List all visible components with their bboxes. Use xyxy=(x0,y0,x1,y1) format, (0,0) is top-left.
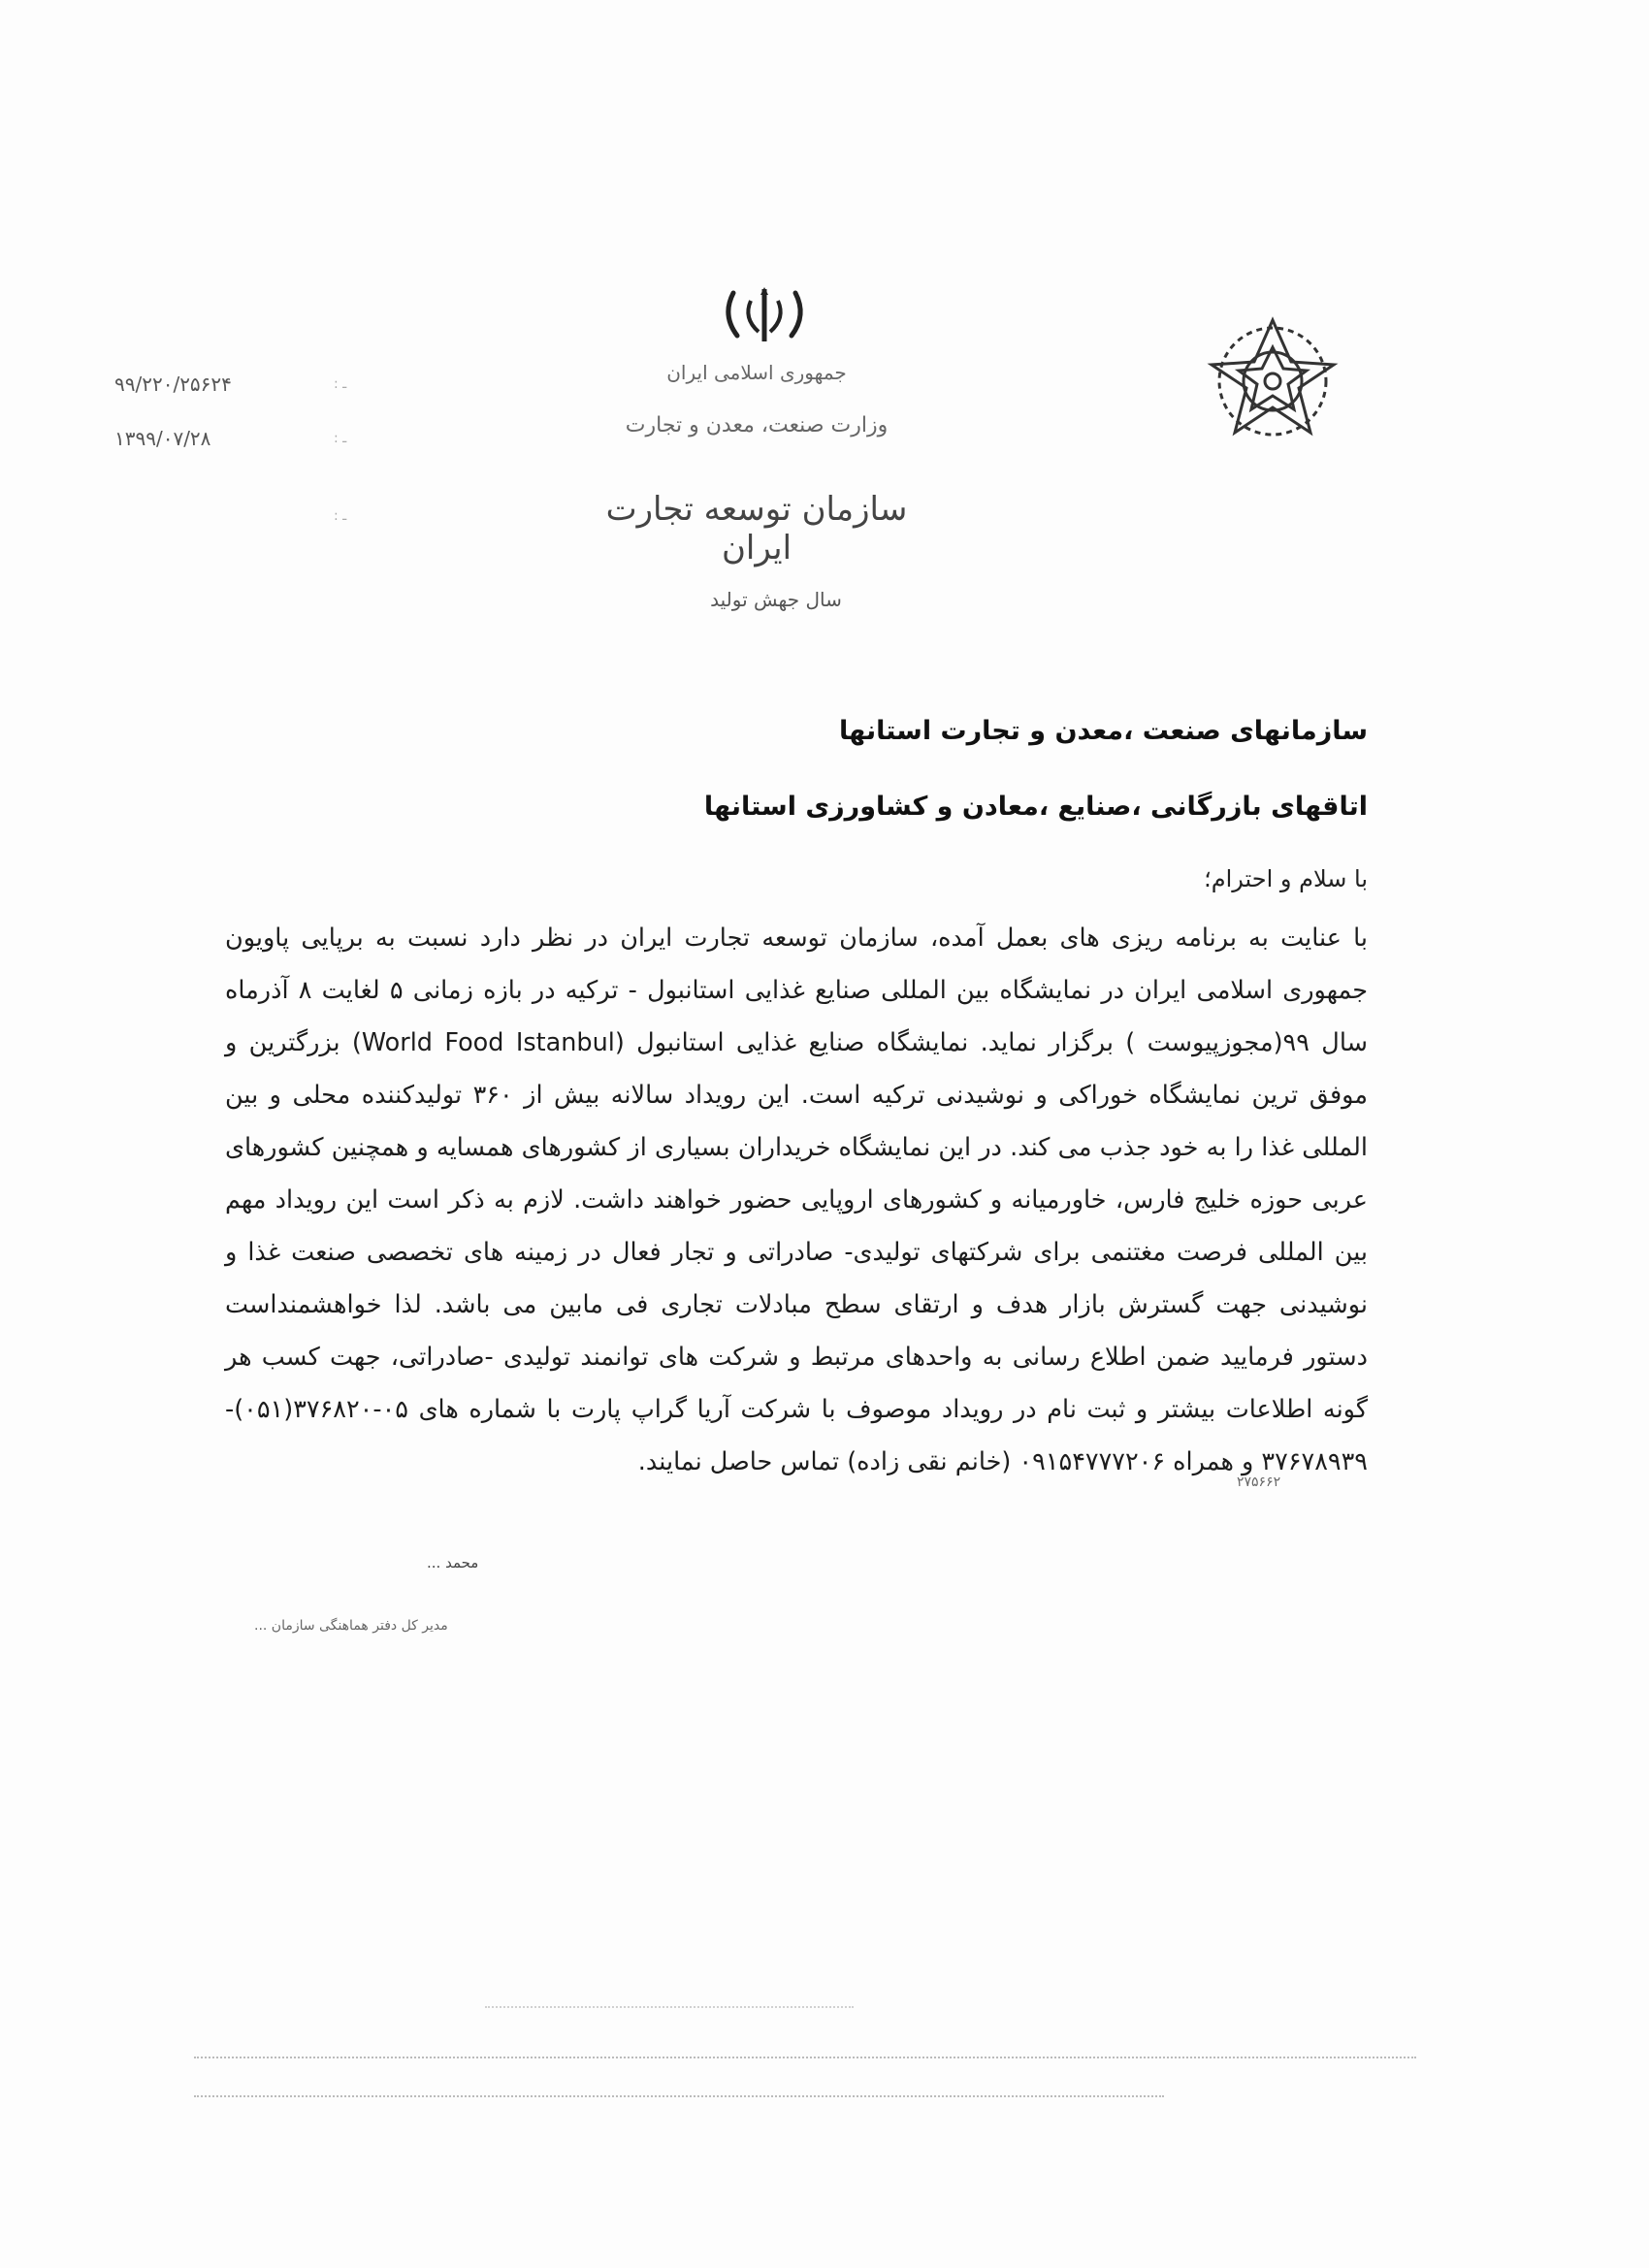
date-label-mark: : ـ xyxy=(334,431,347,446)
letter-date: ۱۳۹۹/۰۷/۲۸ xyxy=(114,427,211,450)
organization-logo-icon xyxy=(1198,308,1348,454)
national-emblem-icon xyxy=(716,281,813,349)
salutation: با سلام و احترام؛ xyxy=(1204,865,1368,892)
header-line-country: جمهوری اسلامی ایران xyxy=(666,361,847,384)
recipient-line-2: اتاقهای بازرگانی ،صنایع ،معادن و کشاورزی استانها xyxy=(703,792,1368,822)
header-line-organization: سازمان توسعه تجارت ایران xyxy=(605,490,908,567)
footer-address-line xyxy=(194,2057,1416,2058)
number-label-mark: : ـ xyxy=(334,376,347,392)
footer-faint-line xyxy=(485,2006,854,2008)
year-motto: سال جهش تولید xyxy=(710,588,842,611)
letter-body: با عنایت به برنامه ریزی های بعمل آمده، سازمان توسعه تجارت ایران در نظر دارد نسبت به برپایی پاویون جمهوری اسلامی ایران در نمایشگاه بین المللی صنایع غذایی استانبول - ترکیه در بازه زمانی ۵ لغایت ۸ آذرماه سال ۹۹(مجوزپیوست ) برگزار نماید. نمایشگاه صنایع غذایی استانبول (World Food Istanbul) بزرگترین و موفق ترین نمایشگاه خوراکی و نوشیدنی ترکیه است. این رویداد سالانه بیش از ۳۶۰ تولیدکننده محلی و بین المللی غذا را به خود جذب می کند. در این نمایشگاه خریداران بسیاری از کشورهای همسایه و همچنین کشورهای عربی حوزه خلیج فارس، خاورمیانه و کشورهای اروپایی حضور خواهند داشت. لازم به ذکر است این رویداد مهم بین المللی فرصت مغتنمی برای شرکتهای تولیدی- صادراتی و تجار فعال در زمینه های تخصصی صنعت غذا و نوشیدنی جهت گسترش بازار هدف و ارتقای سطح مبادلات تجاری فی مابین می باشد. لذا خواهشمنداست دستور فرمایید ضمن اطلاع رسانی به واحدهای مرتبط و شرکت های توانمند تولیدی -صادراتی، جهت کسب هر گونه اطلاعات بیشتر و ثبت نام در رویداد موصوف با شرکت آریا گراپ پارت با شماره های ۰۵-۳۷۶۸۲۰(۰۵۱)- ۳۷۶۷۸۹۳۹ و همراه ۰۹۱۵۴۷۷۷۲۰۶ (خانم نقی زاده) تماس حاصل نمایند. xyxy=(225,923,1368,1476)
letter-number: ۹۹/۲۲۰/۲۵۶۲۴ xyxy=(114,373,232,396)
footer-contact-line xyxy=(194,2095,1164,2097)
signer-title: مدیر کل دفتر هماهنگی سازمان ... xyxy=(254,1618,448,1634)
header-line-ministry: وزارت صنعت، معدن و تجارت xyxy=(625,413,889,437)
signer-name: محمد ... xyxy=(427,1554,479,1571)
attachment-label-mark: : ـ xyxy=(334,508,347,524)
reference-number: ۲۷۵۶۶۲ xyxy=(1237,1474,1281,1490)
recipient-line-1: سازمانهای صنعت ،معدن و تجارت استانها xyxy=(839,716,1368,746)
